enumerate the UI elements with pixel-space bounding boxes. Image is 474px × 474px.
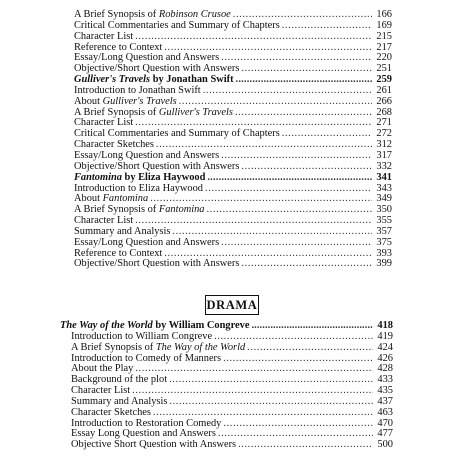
- toc-page-number: 271: [376, 117, 392, 129]
- dot-leader: [218, 429, 373, 440]
- toc-entry-text: Summary and Analysis: [71, 395, 168, 407]
- toc-entry-text: Character Sketches: [74, 139, 154, 151]
- toc-entry-text: Objective/Short Question with Answers: [74, 160, 240, 172]
- toc-page-number: 463: [377, 406, 393, 418]
- toc-page-number: 166: [376, 9, 392, 20]
- toc-page-number: 341: [376, 171, 392, 183]
- toc-entry-work-title: Fantomina: [102, 193, 149, 205]
- dot-leader: [206, 205, 372, 216]
- toc-page-number: 343: [376, 182, 392, 194]
- toc-page-number: 349: [376, 193, 392, 205]
- toc-page-number: 251: [376, 63, 392, 75]
- toc-page-number: 217: [376, 41, 392, 53]
- toc-entry: [60, 440, 393, 451]
- toc-entry-text: About: [74, 193, 103, 205]
- dot-leader: [241, 64, 372, 75]
- dot-leader: [282, 129, 372, 140]
- toc-entry-work-title: Gulliver's Travels: [74, 74, 151, 86]
- toc-page-number: 169: [376, 19, 392, 31]
- toc-entry-text: A Brief Synopsis of: [74, 204, 159, 216]
- toc-entry-text: Reference to Context: [74, 247, 163, 259]
- toc-page-number: 477: [377, 428, 393, 440]
- dot-leader: [282, 21, 372, 32]
- section-heading: DRAMA: [206, 297, 258, 312]
- toc-page-number: 500: [377, 439, 393, 451]
- toc-entry-text: Essay Long Question and Answers: [71, 428, 216, 440]
- toc-page-number: 259: [376, 74, 392, 86]
- toc-page-number: 215: [376, 30, 392, 42]
- dot-leader: [247, 343, 373, 354]
- toc-entry-text: Character List: [74, 117, 134, 129]
- dot-leader: [241, 259, 372, 270]
- toc-entry-text: A Brief Synopsis of: [74, 9, 159, 20]
- toc-entry-text: Introduction to William Congreve: [71, 330, 213, 342]
- toc-entry-text: A Brief Synopsis of: [71, 341, 156, 353]
- toc-entry-work-title: The Way of the World: [155, 341, 246, 353]
- toc-entry: [74, 259, 392, 270]
- toc-page-number: 419: [377, 330, 393, 342]
- toc-entry-work-title: Gulliver's Travels: [102, 95, 177, 107]
- toc-entry-text: Reference to Context: [74, 41, 163, 53]
- toc-entry-text: Introduction to Jonathan Swift: [74, 84, 201, 96]
- toc-entry-text: Introduction to Eliza Haywood: [74, 182, 203, 194]
- toc-entry-text: About the Play: [71, 363, 134, 375]
- toc-page-number: 426: [377, 352, 393, 364]
- toc-entry-text: Background of the plot: [71, 374, 168, 386]
- dot-leader: [135, 364, 373, 375]
- toc-page-number: 435: [377, 385, 393, 397]
- toc-entry-work-title: Robinson Crusoe: [158, 9, 231, 20]
- dot-leader: [241, 162, 372, 173]
- toc-entry-work-title: Gulliver's Travels: [158, 106, 233, 118]
- dot-leader: [236, 75, 372, 86]
- toc-page-number: 261: [376, 84, 392, 96]
- toc-page-number: 312: [376, 139, 392, 151]
- toc-entry-work-title: Fantomina: [74, 171, 122, 183]
- toc-entry-text: Objective Short Question with Answers: [71, 439, 237, 451]
- toc-entry-text: Introduction to Comedy of Manners: [71, 352, 222, 364]
- toc-page-number: 350: [376, 204, 392, 216]
- toc-entry-text: Summary and Analysis: [74, 225, 171, 237]
- toc-page-number: 355: [376, 215, 392, 227]
- dot-leader: [203, 86, 372, 97]
- toc-entry-text: Essay/Long Question and Answers: [74, 52, 220, 64]
- toc-page-number: 375: [376, 236, 392, 248]
- toc-page-number: 399: [376, 258, 392, 270]
- dot-leader: [238, 440, 373, 451]
- toc-page-number: 393: [376, 247, 392, 259]
- toc-entry-text: Character List: [74, 215, 134, 227]
- section-heading-box: [205, 295, 259, 315]
- toc-page-number: 437: [377, 395, 393, 407]
- toc-page-number: 332: [376, 160, 392, 172]
- toc-page-number: 470: [377, 417, 393, 429]
- table-of-contents-part1: [74, 10, 392, 270]
- toc-page-number: 268: [376, 106, 392, 118]
- toc-page-number: 317: [376, 149, 392, 161]
- toc-entry-author: by Jonathan Swift: [150, 74, 234, 86]
- toc-page-number: 220: [376, 52, 392, 64]
- toc-entry-title: [74, 259, 239, 270]
- toc-entry-text: Character List: [71, 385, 131, 397]
- toc-page-number: 272: [376, 128, 392, 140]
- dot-leader: [223, 419, 373, 430]
- dot-leader: [221, 151, 372, 162]
- toc-entry-text: About: [74, 95, 103, 107]
- dot-leader: [205, 184, 372, 195]
- toc-entry-text: Character List: [74, 30, 134, 42]
- dot-leader: [135, 216, 372, 227]
- toc-entry-text: Critical Commentaries and Summary of Chapters: [74, 19, 280, 31]
- dot-leader: [135, 32, 372, 43]
- toc-entry-text: Essay/Long Question and Answers: [74, 236, 220, 248]
- dot-leader: [221, 53, 372, 64]
- toc-entry-text: Objective/Short Question with Answers: [74, 258, 240, 270]
- toc-page-number: 433: [377, 374, 393, 386]
- dot-leader: [132, 386, 373, 397]
- toc-entry-title: [71, 440, 236, 451]
- toc-entry-text: Character Sketches: [71, 406, 151, 418]
- toc-entry-author: by William Congreve: [152, 320, 250, 331]
- toc-entry-text: Introduction to Restoration Comedy: [71, 417, 222, 429]
- toc-page-number: 357: [376, 225, 392, 237]
- dot-leader: [169, 375, 373, 386]
- dot-leader: [223, 354, 373, 365]
- toc-page-number: 266: [376, 95, 392, 107]
- toc-entry-work-title: Fantomina: [158, 204, 205, 216]
- toc-entry-text: Critical Commentaries and Summary of Chapters: [74, 128, 280, 140]
- toc-entry-work-title: The Way of the World: [60, 320, 153, 331]
- toc-entry-text: A Brief Synopsis of: [74, 106, 159, 118]
- toc-page-number: 418: [377, 320, 393, 331]
- dot-leader: [221, 238, 372, 249]
- toc-entry-text: Essay/Long Question and Answers: [74, 149, 220, 161]
- toc-entry-text: Objective/Short Question with Answers: [74, 63, 240, 75]
- dot-leader: [207, 173, 372, 184]
- toc-page-number: 424: [377, 341, 393, 353]
- toc-entry-author: by Eliza Haywood: [121, 171, 206, 183]
- dot-leader: [235, 108, 372, 119]
- dot-leader: [169, 397, 373, 408]
- toc-page-number: 428: [377, 363, 393, 375]
- dot-leader: [251, 321, 373, 332]
- table-of-contents-part2: [60, 321, 393, 451]
